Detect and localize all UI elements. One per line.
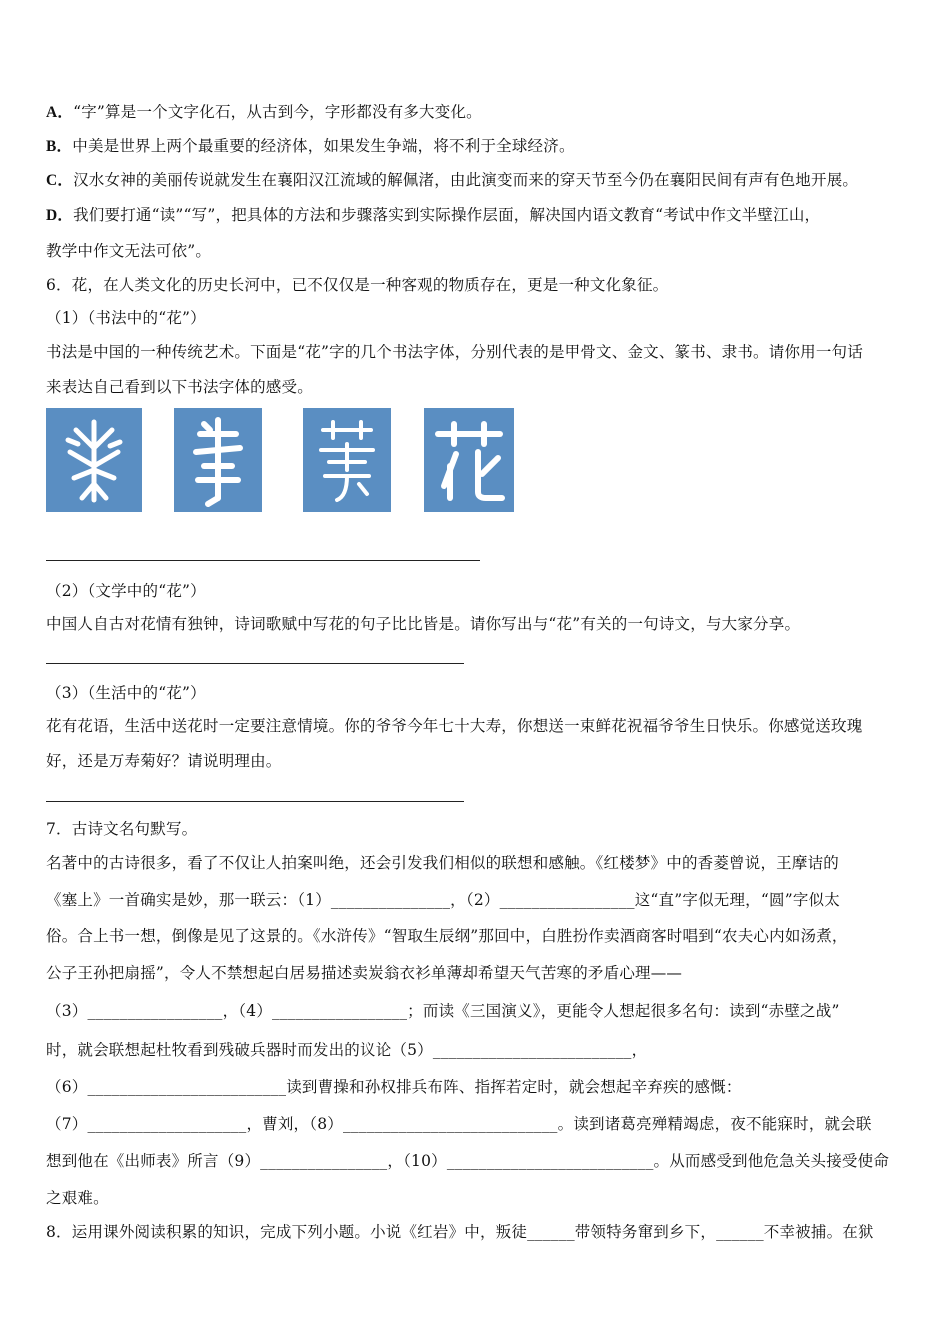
option-text: 汉水女神的美丽传说就发生在襄阳汉江流域的解佩渚，由此演变而来的穿天节至今仍在襄阳民间有声有色地开展。 bbox=[73, 171, 859, 189]
answer-line-3[interactable] bbox=[46, 801, 464, 802]
option-letter: D． bbox=[46, 207, 74, 224]
clerical-hua-icon bbox=[424, 408, 514, 512]
q5-option-b bbox=[46, 135, 916, 158]
option-letter: A． bbox=[46, 104, 74, 121]
q7-line-7: （6）_________________________读到曹操和孙权排兵布阵、指挥若定时，就会想起辛弃疾的感慨： bbox=[46, 1078, 742, 1096]
q7-line-6: 时，就会联想起杜牧看到残破兵器时而发出的议论（5）_________________________， bbox=[46, 1041, 648, 1059]
q7-line-10: 之艰难。 bbox=[46, 1189, 109, 1207]
q7-line-8: （7）____________________，曹刘，（8）___________________________。读到诸葛亮殚精竭虑，夜不能寐时，就会联 bbox=[46, 1115, 872, 1133]
seal-hua-icon bbox=[303, 408, 391, 512]
option-letter: C． bbox=[46, 172, 74, 189]
q5-option-a bbox=[46, 101, 916, 124]
q5-option-d bbox=[46, 204, 916, 227]
oracle-bone-hua-icon bbox=[46, 408, 142, 512]
q6-part3-title: （3）（生活中的“花”） bbox=[46, 684, 206, 702]
option-text: 中美是世界上两个最重要的经济体，如果发生争端，将不利于全球经济。 bbox=[72, 137, 575, 155]
q7-line-4: 公子王孙把扇摇”，令人不禁想起白居易描述卖炭翁衣衫单薄却希望天气苦寒的矛盾心理—— bbox=[46, 964, 683, 982]
q6-stem: 6．花，在人类文化的历史长河中，已不仅仅是一种客观的物质存在，更是一种文化象征。 bbox=[46, 276, 669, 294]
q7-line-1: 名著中的古诗很多，看了不仅让人拍案叫绝，还会引发我们相似的联想和感触。《红楼梦》中的香菱曾说，王摩诘的 bbox=[46, 854, 839, 872]
option-letter: B． bbox=[46, 138, 73, 155]
q6-part1-line2: 来表达自己看到以下书法字体的感受。 bbox=[46, 378, 313, 396]
option-text: “字”算是一个文字化石，从古到今，字形都没有多大变化。 bbox=[73, 103, 482, 121]
answer-line-1[interactable] bbox=[46, 560, 480, 561]
q7-line-2: 《塞上》一首确实是妙，那一联云：（1）_______________，（2）_________________这“直”字似无理，“圆”字似太 bbox=[46, 891, 840, 909]
q6-part3-line2: 好，还是万寿菊好？请说明理由。 bbox=[46, 752, 282, 770]
q6-part1-line1: 书法是中国的一种传统艺术。下面是“花”字的几个书法字体，分别代表的是甲骨文、金文、篆书、隶书。请你用一句话 bbox=[46, 343, 863, 361]
q7-line-3: 俗。合上书一想，倒像是见了这景的。《水浒传》“智取生辰纲”那回中，白胜扮作卖酒商客时唱到“农夫心内如汤煮， bbox=[46, 927, 848, 945]
answer-line-2[interactable] bbox=[46, 663, 464, 664]
q5-option-c bbox=[46, 169, 916, 192]
calligraphy-glyph-row bbox=[46, 408, 526, 514]
q7-stem: 7．古诗文名句默写。 bbox=[46, 820, 198, 838]
q6-part2-line1: 中国人自古对花情有独钟，诗词歌赋中写花的句子比比皆是。请你写出与“花”有关的一句诗文，与大家分享。 bbox=[46, 615, 801, 633]
q7-line-9: 想到他在《出师表》所言（9）________________，（10）__________________________。从而感受到他危急关头接受使命 bbox=[46, 1152, 890, 1170]
q8-line-1: 8．运用课外阅读积累的知识，完成下列小题。小说《红岩》中，叛徒______带领特务窜到乡下，______不幸被捕。在狱 bbox=[46, 1223, 874, 1241]
q6-part3-line1: 花有花语，生活中送花时一定要注意情境。你的爷爷今年七十大寿，你想送一束鲜花祝福爷爷生日快乐。你感觉送玫瑰 bbox=[46, 717, 863, 735]
q6-part2-title: （2）（文学中的“花”） bbox=[46, 582, 206, 600]
bronze-hua-icon bbox=[174, 408, 262, 512]
q7-line-5: （3）_________________，（4）_________________；而读《三国演义》，更能令人想起很多名句：读到“赤壁之战” bbox=[46, 1002, 840, 1020]
option-text: 我们要打通“读”“写”，把具体的方法和步骤落实到实际操作层面，解决国内语文教育“考试中作文半壁江山， bbox=[73, 206, 821, 224]
q6-part1-title: （1）（书法中的“花”） bbox=[46, 309, 206, 327]
q5-option-d-cont: 教学中作文无法可依”。 bbox=[46, 242, 212, 260]
